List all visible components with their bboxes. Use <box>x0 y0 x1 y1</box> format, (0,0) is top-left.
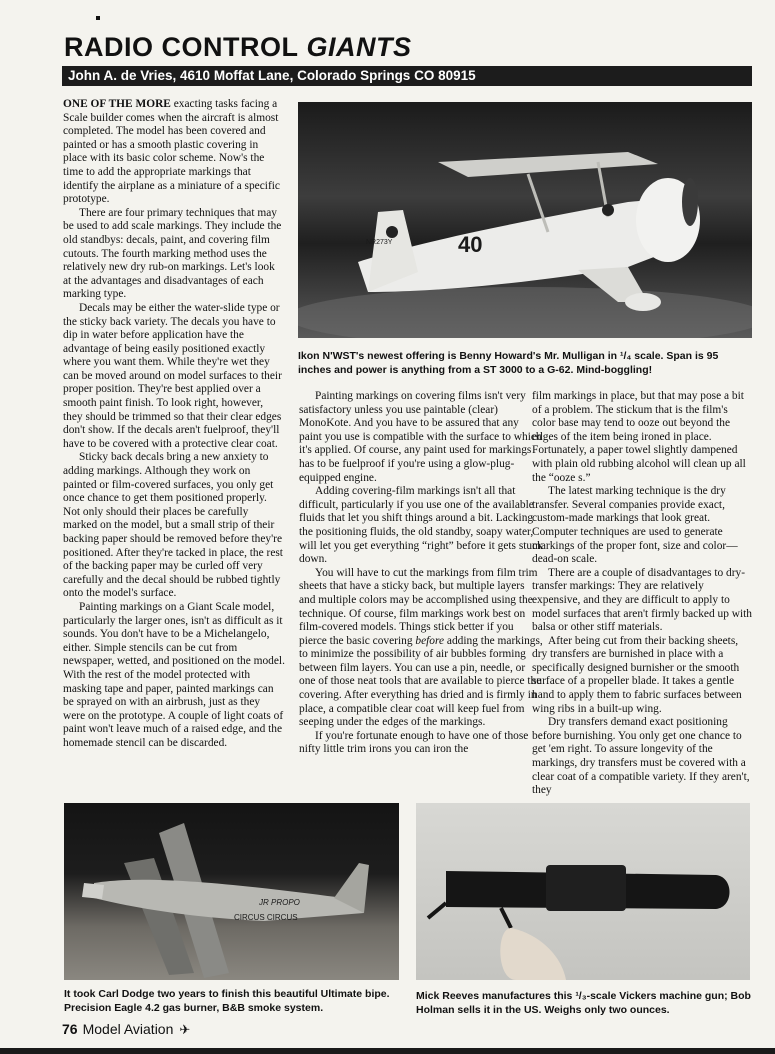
ultimate-bipe-illustration <box>64 803 399 980</box>
paragraph: Painting markings on a Giant Scale model, particularly the larger ones, isn't as difficult as it sounds. You don't have to be a Michelangelo, either. Simple stencils can be cut from newspaper, wetted, and positioned on the model. With the rest of the model protected with masking tape and paper, painted markings can be sprayed on with an airbrush, just as they were on the prototype. A couple of light coats of paint won't leave much of a raised edge, and the homemade stencil can be discarded. <box>63 600 285 749</box>
photo-vickers-gun <box>416 803 750 980</box>
caption-mr-mulligan: Ikon N'WST's newest offering is Benny Howard's Mr. Mulligan in ¹/₄ scale. Span is 95 inches and power is anything from a ST 3000 to a G-62. Mind-boggling! <box>298 350 719 376</box>
magazine-name: Model Aviation <box>82 1021 174 1037</box>
paragraph: Painting markings on covering films isn't very satisfactory unless you use paintable (clear) MonoKote. And you have to be assured that any paint you use is compatible with the surface to which it's applied. Of course, any paint used for markings has to be fuelproof if you're using a glow-plug-equipped engine. <box>299 390 542 484</box>
author-byline: John A. de Vries, 4610 Moffat Lane, Colorado Springs CO 80915 <box>62 66 752 86</box>
roundel <box>602 204 614 216</box>
paragraph: There are four primary techniques that may be used to add scale markings. They include the old standbys: decals, paint, and covering film cutouts. The fourth marking method uses the relatively new dry rub-on markings. Let's look at the advantages and disadvantages of each marking type. <box>63 206 282 301</box>
paragraph: ONE OF THE MORE exacting tasks facing a Scale builder comes when the aircraft is almost completed. The model has been covered and painted or has a smooth plastic covering in place with its basic color scheme. Now's the time to add the appropriate markings that identify the airplane as a miniature of a specific prototype. <box>63 98 280 206</box>
title-main: RADIO CONTROL <box>64 32 299 62</box>
circus-decal: CIRCUS CIRCUS <box>234 913 298 922</box>
page-title <box>64 32 412 62</box>
page-footer <box>62 1021 190 1038</box>
paragraph: You will have to cut the markings from film trim sheets that have a sticky back, but multiple layers and multiple colors may be accomplished using the technique. Of course, film markings work best on film-covered models. Things stick better if you pierce the basic covering before adding the markings, to minimize the possibility of air bubbles forming between film layers. You can use a pin, needle, or one of those neat tools that are available to pierce the covering. After everything has dried and is firmly in place, a compatible clear coat will keep fuel from seeping under the edges of the markings. <box>299 566 543 729</box>
article-column-1 <box>63 98 285 751</box>
paragraph: Dry transfers demand exact positioning before burnishing. You only get one chance to get 'em right. To assure longevity of the markings, dry transfers must be covered with a clear coat of a compatible variety. If they aren't, they <box>532 716 750 797</box>
paragraph: film markings in place, but that may pose a bit of a problem. The stickum that is the film's color base may tend to ooze out beyond the edges of the item being ironed in place. Fortunately, a paper towel slightly dampened with plain old rubbing alcohol will clean up all the “ooze s.” <box>532 390 746 484</box>
jr-propo-decal: JR PROPO <box>259 898 300 907</box>
registration-dot <box>96 16 100 20</box>
paragraph: Decals may be either the water-slide type or the sticky back variety. The decals you have to dip in water before application have the advantage of being easily positioned exactly where you want them. While they're wet they can be moved around on model surfaces to their proper position. They're best applied over a smooth paint finish. To look right, however, they should be trimmed so that their clear edges don't show. If the decals aren't fuelproof, they'll have to be covered with a protective clear coat. <box>63 301 282 450</box>
mr-mulligan-illustration <box>298 102 752 338</box>
airplane-icon: ✈ <box>179 1022 191 1037</box>
paragraph: Adding covering-film markings isn't all that difficult, particularly if you use one of the available fluids that let you shift things around a bit. Lacking the positioning fluids, the old standby, soapy water, will let you get everything “right” before it gets stuck down. <box>299 485 543 566</box>
paragraph: After being cut from their backing sheets, dry transfers are burnished in place with a specifically designed burnisher or the smooth surface of a propeller blade. It takes a gentle hand to apply them to fabric surfaces between wing ribs in a built-up wing. <box>532 634 742 715</box>
lead-in: ONE OF THE MORE <box>63 98 171 110</box>
registration-marking: NR273Y <box>366 239 393 246</box>
photo-mr-mulligan <box>298 102 752 338</box>
roundel <box>386 226 398 238</box>
paragraph: There are a couple of disadvantages to dry-transfer markings: They are relatively expensive, and they are difficult to apply to model surfaces that aren't firmly backed up with balsa or other stiff materials. <box>532 566 752 634</box>
title-emphasis: GIANTS <box>306 32 412 62</box>
page-number: 76 <box>62 1021 78 1037</box>
race-number: 40 <box>458 232 483 257</box>
bottom-border <box>0 1048 775 1054</box>
article-column-2 <box>299 390 543 757</box>
article-column-3 <box>532 390 752 798</box>
paragraph: The latest marking technique is the dry transfer. Several companies provide exact, custom-made markings that look great. Computer techniques are used to generate markings of the proper font, size and color—dead-on scale. <box>532 485 738 566</box>
paragraph: Sticky back decals bring a new anxiety to adding markings. Although they work on painted or film-covered surfaces, you only get once chance to get them positioned properly. Not only should their places be carefully marked on the model, but a small strip of their backing paper should be removed before they're positioned. After they're tacked in place, the rest of the backing paper may be curled off very carefully and the decal should be rubbed tightly onto the model's surface. <box>63 451 283 600</box>
photo-ultimate-bipe <box>64 803 399 980</box>
paragraph: If you're fortunate enough to have one of those nifty little trim irons you can iron the <box>299 729 529 756</box>
caption-ultimate-bipe: It took Carl Dodge two years to finish this beautiful Ultimate bipe. Precision Eagle 4.2 gas burner, B&B smoke system. <box>64 988 390 1014</box>
vickers-gun-illustration <box>416 803 750 980</box>
caption-vickers-gun: Mick Reeves manufactures this ¹/₃-scale Vickers machine gun; Bob Holman sells it in the US. Weighs only two ounces. <box>416 990 751 1016</box>
